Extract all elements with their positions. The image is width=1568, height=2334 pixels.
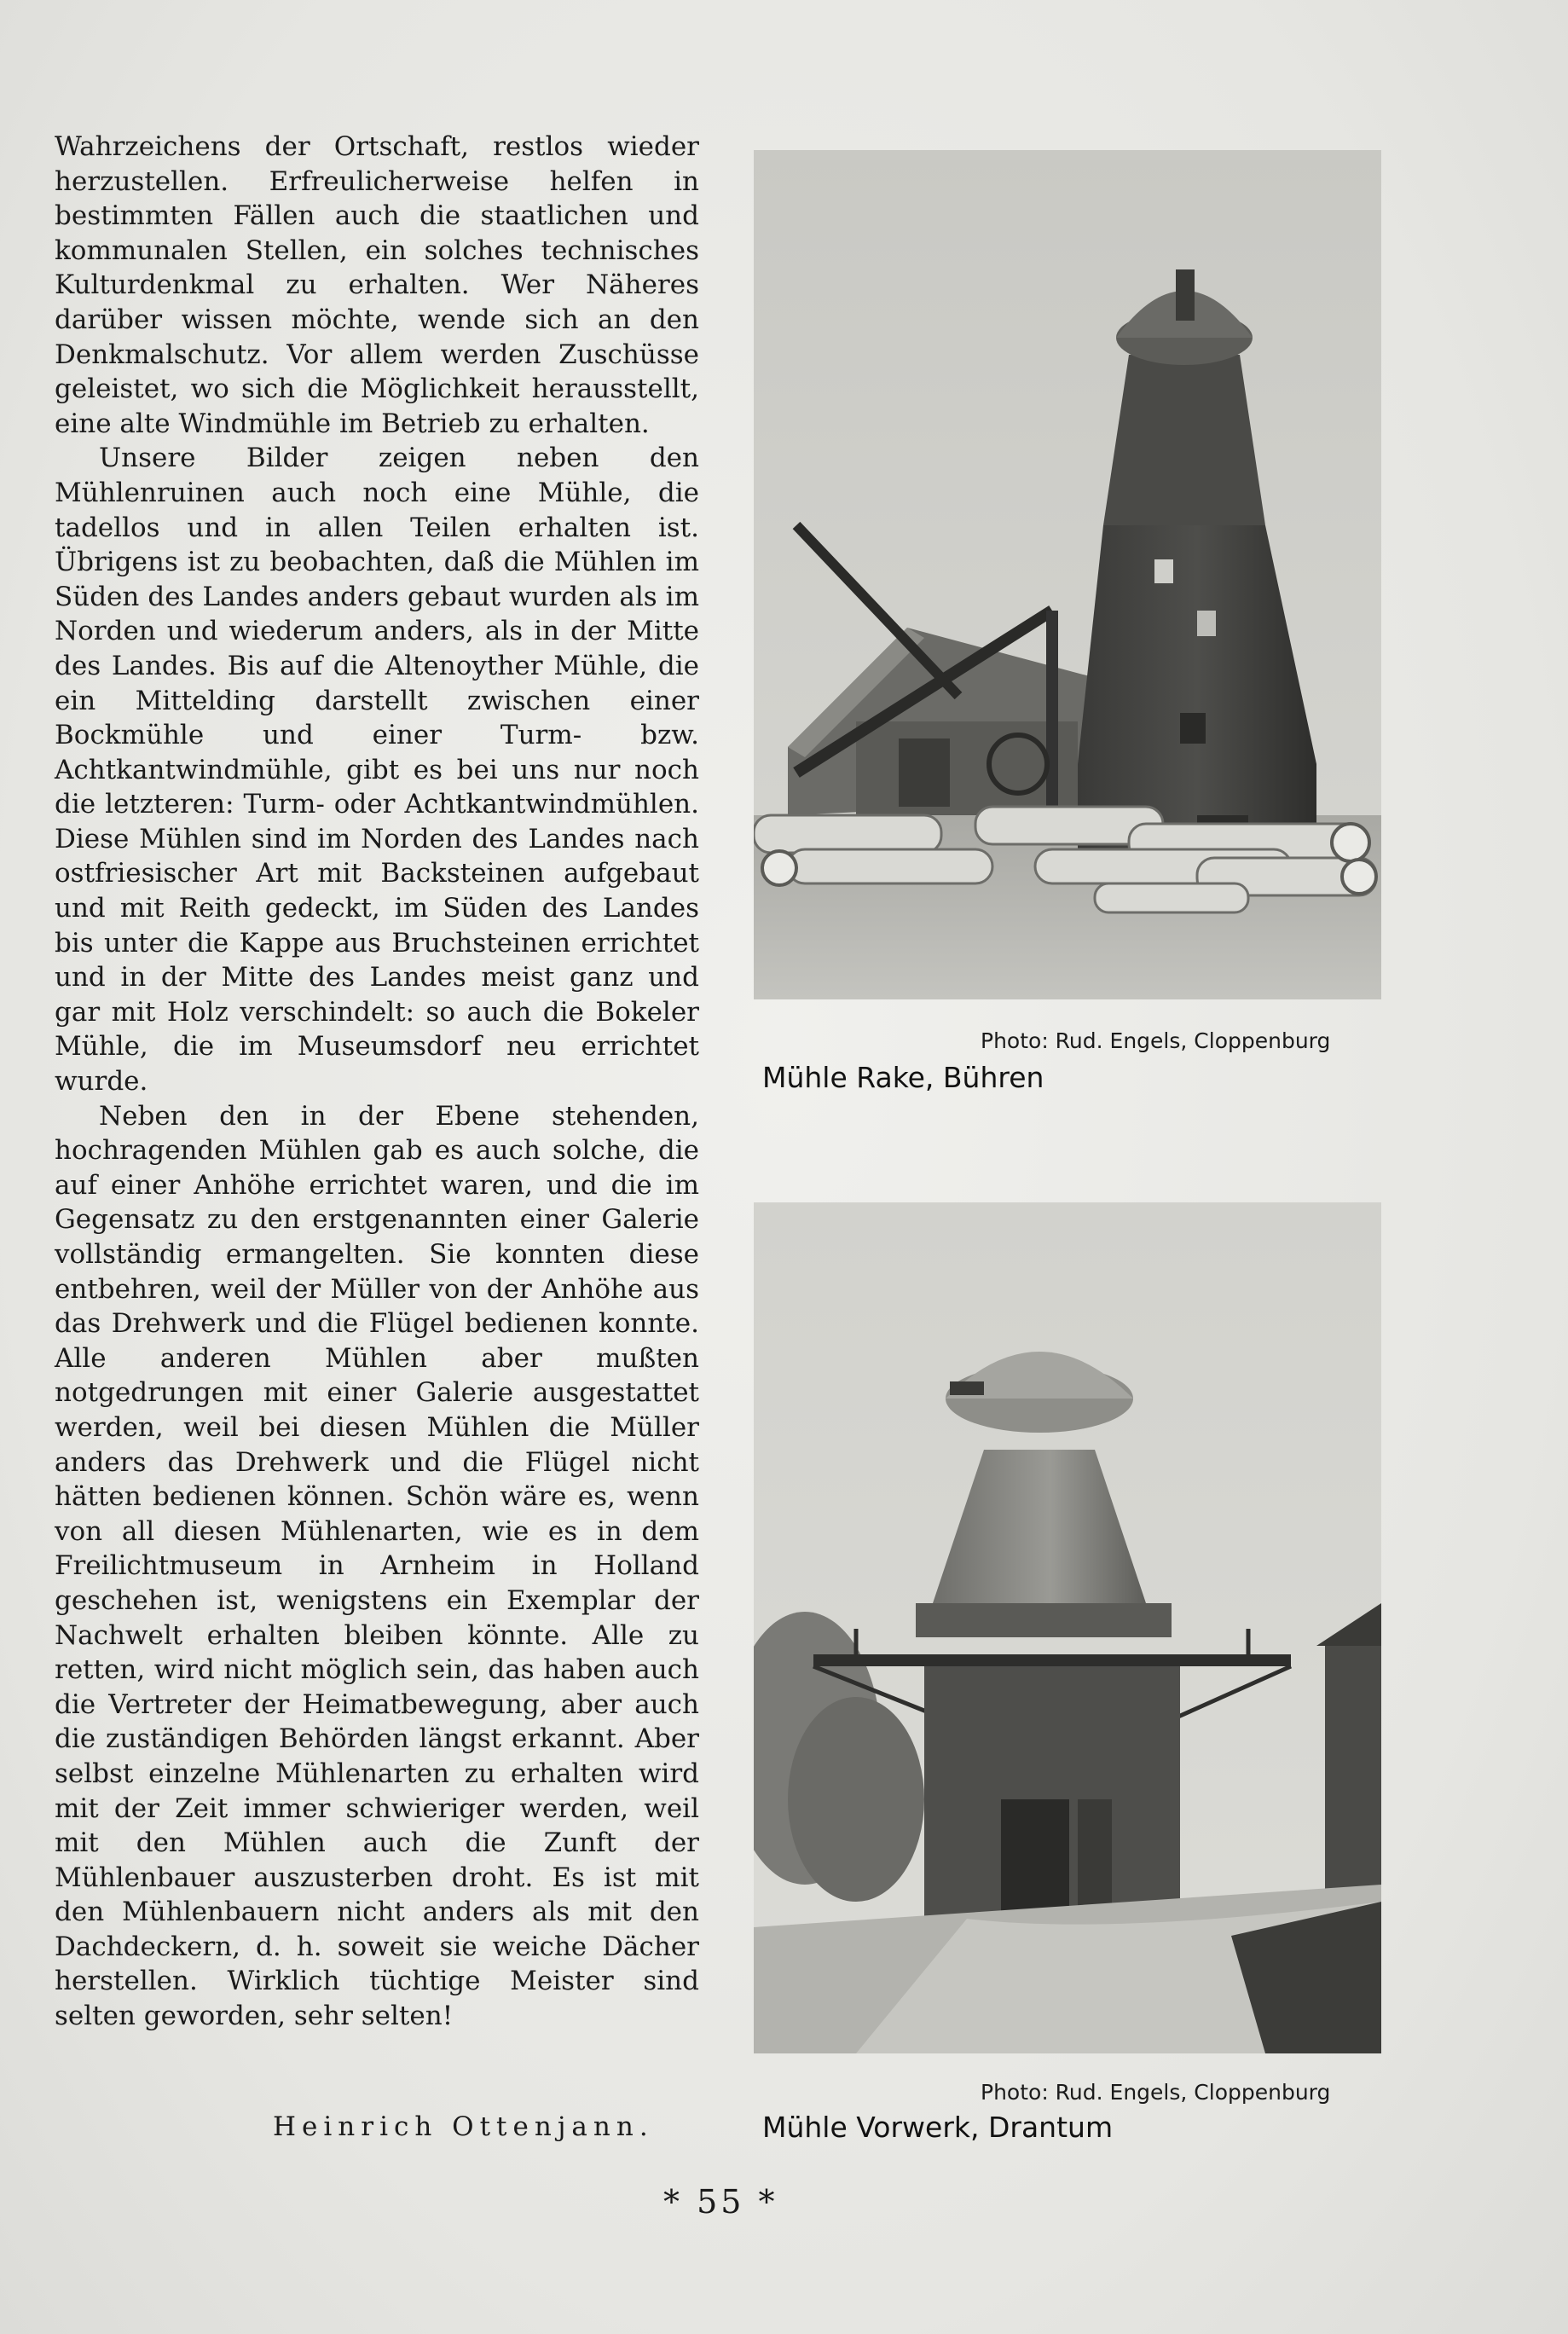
windmill-photo-rake	[754, 150, 1381, 999]
article-paragraph-1: Wahrzeichens der Ortschaft, restlos wieder herzustellen. Erfreulicherweise helfen in bestimmten Fällen auch die staatlichen und kommunalen Stellen, ein solches technisches Kulturdenkmal zu erhalten. Wer Näheres darüber wissen möchte, wende sich an den Denkmalschutz. Vor allem werden Zuschüsse geleistet, wo sich die Möglichkeit herausstellt, eine alte Windmühle im Betrieb zu erhalten.	[55, 131, 699, 439]
photo-credit-2: Photo: Rud. Engels, Cloppenburg	[981, 2080, 1331, 2105]
article-text-column	[55, 130, 699, 2034]
article-paragraph-2: Unsere Bilder zeigen neben den Mühlenruinen auch noch eine Mühle, die tadellos und in allen Teilen erhalten ist. Übrigens ist zu beobachten, daß die Mühlen im Süden des Landes anders gebaut wurden als im Norden und wiederum anders, als in der Mitte des Landes. Bis auf die Altenoyther Mühle, die ein Mittelding darstellt zwischen einer Bockmühle und einer Turm- bzw. Achtkantwindmühle, gibt es bei uns nur noch die letzteren: Turm- oder Achtkantwindmühlen. Diese Mühlen sind im Norden des Landes nach ostfriesischer Art mit Backsteinen aufgebaut und mit Reith gedeckt, im Süden des Landes bis unter die Kappe aus Bruchsteinen errichtet und in der Mitte des Landes meist ganz und gar mit Holz verschindelt: so auch die Bokeler Mühle, die im Museumsdorf neu errichtet wurde.	[55, 443, 699, 1098]
photo-caption-1: Mühle Rake, Bühren	[762, 1061, 1044, 1094]
windmill-photo-vorwerk	[754, 1202, 1381, 2053]
page-number: * 55 *	[663, 2183, 778, 2221]
article-author: Heinrich Ottenjann.	[273, 2111, 654, 2142]
windmill-vorwerk-image	[754, 1202, 1381, 2053]
article-paragraph-3: Neben den in der Ebene stehenden, hochragenden Mühlen gab es auch solche, die auf einer Anhöhe errichtet waren, und die im Gegensatz zu den erstgenannten einer Galerie vollständig ermangelten. Sie konnten diese entbehren, weil der Müller von der Anhöhe aus das Drehwerk und die Flügel bedienen konnte. Alle anderen Mühlen aber mußten notgedrungen mit einer Galerie ausgestattet werden, weil bei diesen Mühlen die Müller anders das Drehwerk und die Flügel nicht hätten bedienen können. Schön wäre es, wenn von all diesen Mühlenarten, wie es in dem Freilichtmuseum in Arnheim in Holland geschehen ist, wenigstens ein Exemplar der Nachwelt erhalten bleiben könnte. Alle zu retten, wird nicht möglich sein, das haben auch die Vertreter der Heimatbewegung, aber auch die zuständigen Behörden längst erkannt. Aber selbst einzelne Mühlenarten zu erhalten wird mit der Zeit immer schwieriger werden, weil mit den Mühlen auch die Zunft der Mühlenbauer auszusterben droht. Es ist mit den Mühlenbauern nicht anders als mit den Dachdeckern, d. h. soweit sie weiche Dächer herstellen. Wirklich tüchtige Meister sind selten geworden, sehr selten!	[55, 1100, 699, 2032]
photo-caption-2: Mühle Vorwerk, Drantum	[762, 2111, 1114, 2144]
windmill-rake-image	[754, 150, 1381, 999]
photo-credit-1: Photo: Rud. Engels, Cloppenburg	[981, 1028, 1331, 1053]
